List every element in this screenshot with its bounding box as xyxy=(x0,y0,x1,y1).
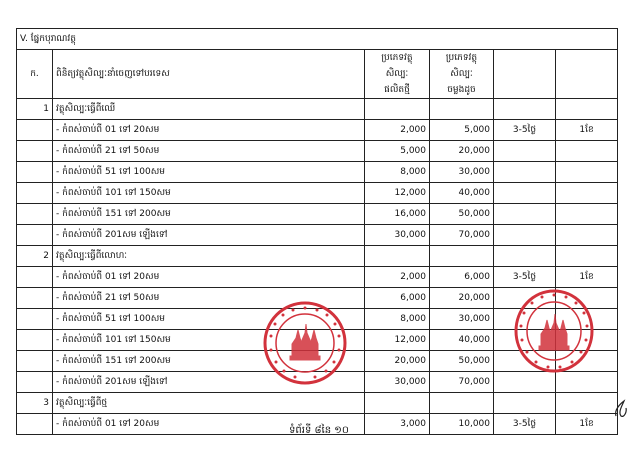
row-description: - កំពស់ចាប់ពី 21 ទៅ 50សម xyxy=(53,141,365,162)
header-copy-line: ចម្លងដូច xyxy=(447,85,476,95)
price-copy: 5,000 xyxy=(430,120,494,141)
header-duration xyxy=(494,50,556,99)
validity-cell: 1ខែ xyxy=(556,120,618,141)
row-index-cell xyxy=(17,225,53,246)
empty-cell xyxy=(365,246,430,267)
empty-cell xyxy=(430,393,494,414)
price-new: 30,000 xyxy=(365,225,430,246)
price-new: 20,000 xyxy=(365,351,430,372)
empty-cell xyxy=(430,246,494,267)
group-number: 2 xyxy=(17,246,53,267)
table-row xyxy=(17,162,618,183)
price-new: 16,000 xyxy=(365,204,430,225)
group-title: វត្ថុសិល្បៈធ្វើពីលោហៈ xyxy=(53,246,365,267)
row-index-cell xyxy=(17,162,53,183)
header-new-line: ផលិតថ្មី xyxy=(384,85,410,95)
row-description: - កំពស់ចាប់ពី 151 ទៅ 200សម xyxy=(53,351,365,372)
row-description: - កំពស់ចាប់ពី 51 ទៅ 100សម xyxy=(53,162,365,183)
duration-cell xyxy=(494,141,556,162)
empty-cell xyxy=(556,99,618,120)
price-new: 12,000 xyxy=(365,330,430,351)
section-title-row xyxy=(17,29,618,50)
price-copy: 20,000 xyxy=(430,141,494,162)
row-description: - កំពស់ចាប់ពី 21 ទៅ 50សម xyxy=(53,288,365,309)
price-copy: 6,000 xyxy=(430,267,494,288)
price-new: 30,000 xyxy=(365,372,430,393)
price-copy: 10,000 xyxy=(430,414,494,435)
row-index-cell xyxy=(17,183,53,204)
table-row xyxy=(17,183,618,204)
group-title: វត្ថុសិល្បៈធ្វើពីថ្ម xyxy=(53,393,365,414)
table-row xyxy=(17,267,618,288)
header-copy-type xyxy=(430,50,494,99)
handwritten-signature xyxy=(612,398,632,420)
price-copy: 70,000 xyxy=(430,372,494,393)
header-validity xyxy=(556,50,618,99)
official-seal-right xyxy=(513,288,595,374)
duration-cell xyxy=(494,204,556,225)
group-header-row xyxy=(17,246,618,267)
price-new: 12,000 xyxy=(365,183,430,204)
price-copy: 50,000 xyxy=(430,204,494,225)
row-index-cell xyxy=(17,204,53,225)
duration-cell xyxy=(494,372,556,393)
validity-cell: 1ខែ xyxy=(556,414,618,435)
table-row xyxy=(17,120,618,141)
price-new: 8,000 xyxy=(365,309,430,330)
header-row xyxy=(17,50,618,99)
group-number: 1 xyxy=(17,99,53,120)
group-title: វត្ថុសិល្បៈធ្វើពីឈើ xyxy=(53,99,365,120)
validity-cell xyxy=(556,372,618,393)
price-copy: 40,000 xyxy=(430,330,494,351)
price-new: 8,000 xyxy=(365,162,430,183)
validity-cell xyxy=(556,183,618,204)
row-index-cell xyxy=(17,120,53,141)
row-description: - កំពស់ចាប់ពី 151 ទៅ 200សម xyxy=(53,204,365,225)
validity-cell xyxy=(556,141,618,162)
price-new: 2,000 xyxy=(365,120,430,141)
header-copy-line: ប្រភេទវត្ថុ xyxy=(445,53,478,63)
price-copy: 50,000 xyxy=(430,351,494,372)
empty-cell xyxy=(430,99,494,120)
duration-cell xyxy=(494,162,556,183)
table-row xyxy=(17,204,618,225)
header-copy-line: សិល្បៈ xyxy=(450,69,473,79)
empty-cell xyxy=(494,99,556,120)
row-description: - កំពស់ចាប់ពី 01 ទៅ 20សម xyxy=(53,120,365,141)
price-copy: 40,000 xyxy=(430,183,494,204)
page-number: ទំព័រទី ៨នៃ ១០ xyxy=(289,425,349,436)
official-seal-left xyxy=(262,300,348,386)
validity-cell: 1ខែ xyxy=(556,267,618,288)
row-description: - កំពស់ចាប់ពី 101 ទៅ 150សម xyxy=(53,183,365,204)
price-new: 5,000 xyxy=(365,141,430,162)
price-new: 6,000 xyxy=(365,288,430,309)
row-description: - កំពស់ចាប់ពី 201សម ឡើងទៅ xyxy=(53,225,365,246)
row-index-cell xyxy=(17,267,53,288)
row-description: - កំពស់ចាប់ពី 01 ទៅ 20សម xyxy=(53,267,365,288)
empty-cell xyxy=(556,393,618,414)
row-index-cell xyxy=(17,141,53,162)
row-description: - កំពស់ចាប់ពី 51 ទៅ 100សម xyxy=(53,309,365,330)
row-index-cell xyxy=(17,330,53,351)
validity-cell xyxy=(556,225,618,246)
empty-cell xyxy=(365,393,430,414)
header-index: ក. xyxy=(17,50,53,99)
table-row xyxy=(17,141,618,162)
price-copy: 30,000 xyxy=(430,309,494,330)
price-new: 2,000 xyxy=(365,267,430,288)
header-new-line: សិល្បៈ xyxy=(385,69,409,79)
row-index-cell xyxy=(17,288,53,309)
price-copy: 30,000 xyxy=(430,162,494,183)
duration-cell: 3-5ថ្ងៃ xyxy=(494,414,556,435)
price-new: 3,000 xyxy=(365,414,430,435)
section-title: V. ផ្នែកបុរាណវត្ថុ xyxy=(17,29,618,50)
duration-cell xyxy=(494,183,556,204)
header-new-type xyxy=(365,50,430,99)
header-description: ពិនិត្យវត្ថុសិល្បៈនាំចេញទៅបរទេស xyxy=(53,50,365,99)
group-header-row xyxy=(17,393,618,414)
empty-cell xyxy=(556,246,618,267)
price-copy: 70,000 xyxy=(430,225,494,246)
row-description: - កំពស់ចាប់ពី 101 ទៅ 150សម xyxy=(53,330,365,351)
row-index-cell xyxy=(17,372,53,393)
row-description: - កំពស់ចាប់ពី 01 ទៅ 20សម xyxy=(53,414,365,435)
row-index-cell xyxy=(17,309,53,330)
empty-cell xyxy=(494,393,556,414)
empty-cell xyxy=(365,99,430,120)
group-header-row xyxy=(17,99,618,120)
price-copy: 20,000 xyxy=(430,288,494,309)
duration-cell: 3-5ថ្ងៃ xyxy=(494,120,556,141)
duration-cell xyxy=(494,225,556,246)
validity-cell xyxy=(556,162,618,183)
duration-cell: 3-5ថ្ងៃ xyxy=(494,267,556,288)
row-index-cell xyxy=(17,351,53,372)
empty-cell xyxy=(494,246,556,267)
header-new-line: ប្រភេទវត្ថុ xyxy=(381,53,413,63)
row-description: - កំពស់ចាប់ពី 201សម ឡើងទៅ xyxy=(53,372,365,393)
validity-cell xyxy=(556,204,618,225)
table-row xyxy=(17,225,618,246)
group-number: 3 xyxy=(17,393,53,414)
